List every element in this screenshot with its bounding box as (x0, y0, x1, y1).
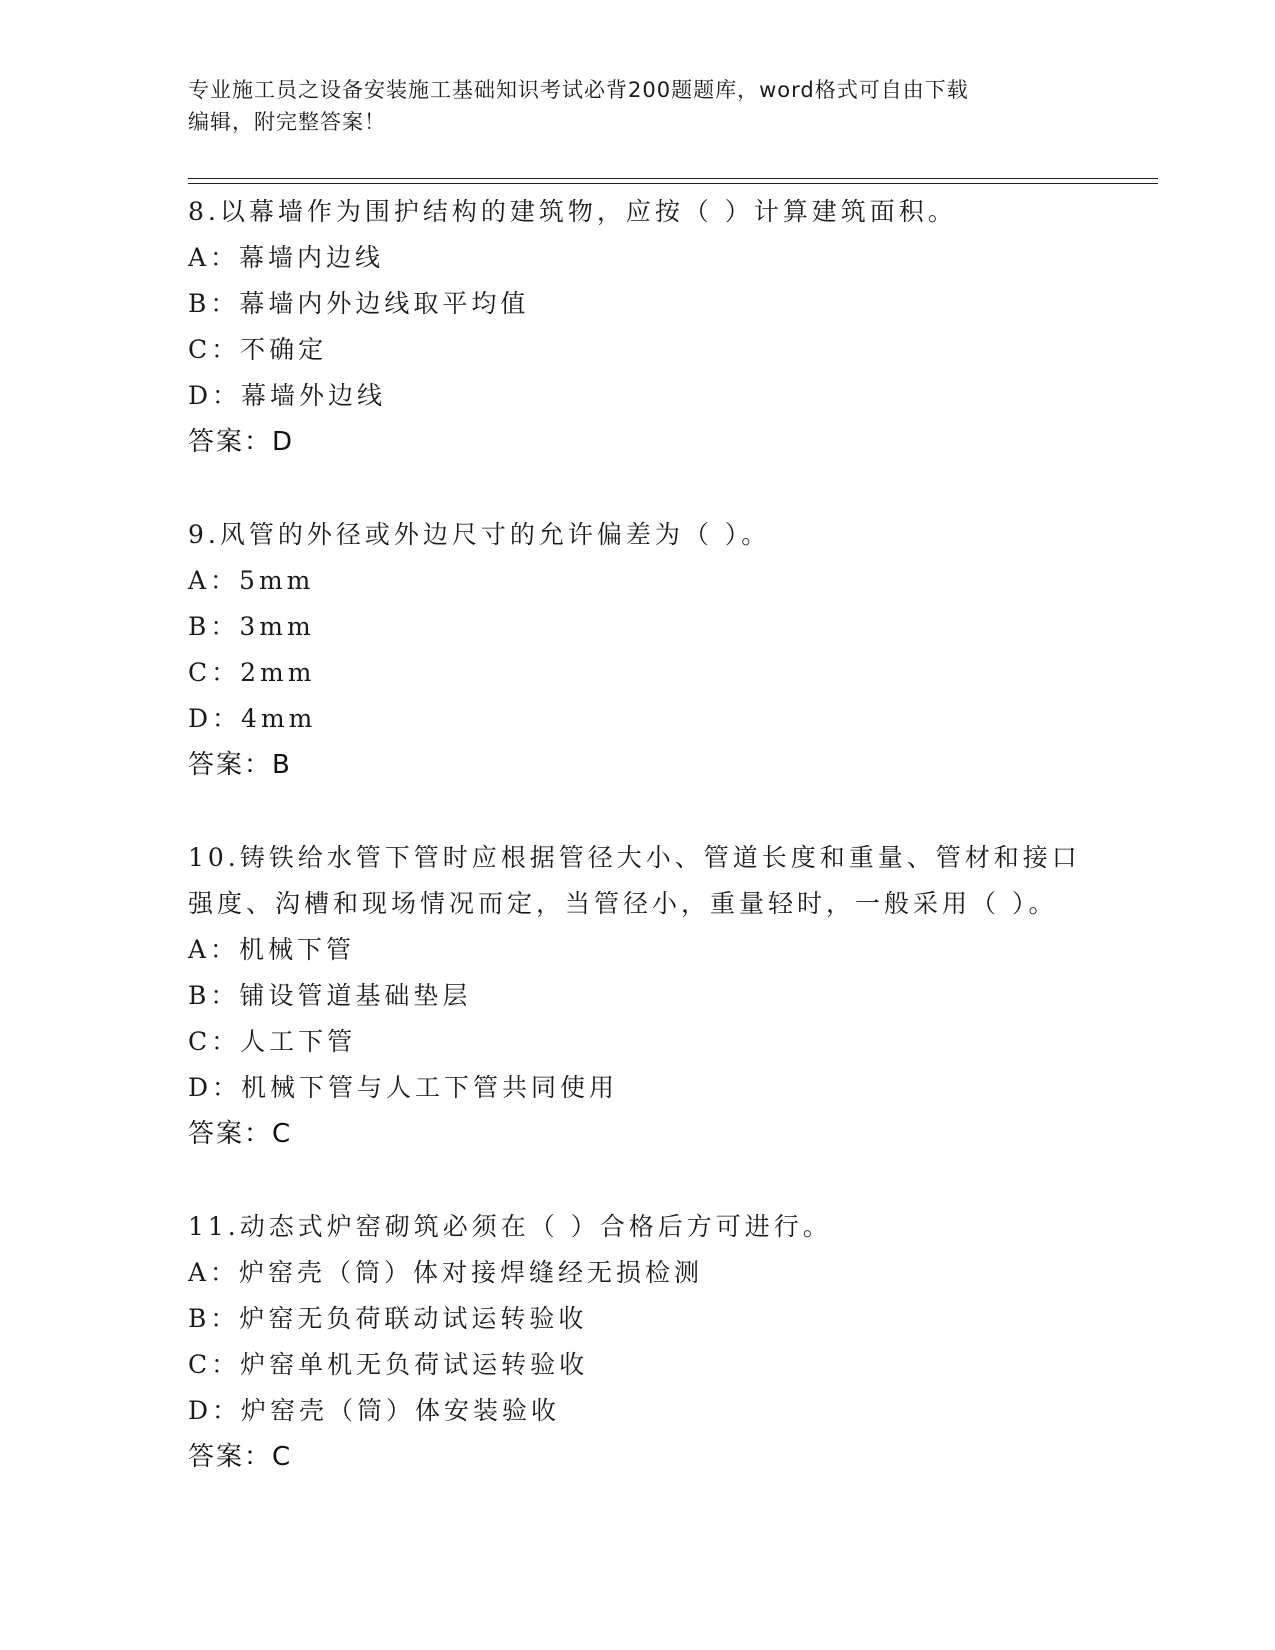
question-stem-line: 8.以幕墙作为围护结构的建筑物，应按（ ）计算建筑面积。 (188, 197, 957, 226)
option-d: D：4mm (188, 704, 317, 733)
answer-line: 答案：B (188, 750, 292, 780)
question-8 (188, 189, 1088, 465)
question-stem-line: 9.风管的外径或外边尺寸的允许偏差为（ ）。 (188, 520, 771, 549)
question-stem-line: 11.动态式炉窑砌筑必须在（ ）合格后方可进行。 (188, 1212, 832, 1241)
header-divider-bottom (188, 183, 1158, 184)
answer-line: 答案：C (188, 1442, 293, 1472)
option-d: D：机械下管与人工下管共同使用 (188, 1073, 619, 1102)
question-stem (188, 512, 1088, 558)
option-d: D：炉窑壳（筒）体安装验收 (188, 1396, 561, 1425)
option-b: B：幕墙内外边线取平均值 (188, 289, 530, 318)
answer-line: 答案：C (188, 1119, 293, 1149)
option-b: B：3mm (188, 612, 315, 641)
option-a: A：机械下管 (188, 935, 356, 964)
question-stem (188, 1204, 1088, 1250)
question-stem-line: 10.铸铁给水管下管时应根据管径大小、管道长度和重量、管材和接口 (188, 843, 1081, 872)
option-c: C：不确定 (188, 335, 328, 364)
header-line-1: 专业施工员之设备安装施工基础知识考试必背200题题库，word格式可自由下载 (188, 78, 969, 102)
option-d: D：幕墙外边线 (188, 381, 387, 410)
question-stem-line: 强度、沟槽和现场情况而定，当管径小，重量轻时，一般采用（ ）。 (188, 889, 1058, 918)
question-list (188, 189, 1088, 1527)
option-a: A：5mm (188, 566, 315, 595)
question-stem (188, 835, 1088, 927)
document-header (188, 74, 1068, 138)
question-11 (188, 1204, 1088, 1480)
option-c: C：2mm (188, 658, 316, 687)
option-c: C：炉窑单机无负荷试运转验收 (188, 1350, 589, 1379)
option-b: B：炉窑无负荷联动试运转验收 (188, 1304, 588, 1333)
option-c: C：人工下管 (188, 1027, 357, 1056)
question-9 (188, 512, 1088, 788)
header-divider-top (188, 178, 1158, 179)
option-b: B：铺设管道基础垫层 (188, 981, 472, 1010)
option-a: A：幕墙内边线 (188, 243, 385, 272)
option-a: A：炉窑壳（筒）体对接焊缝经无损检测 (188, 1258, 704, 1287)
question-10 (188, 835, 1088, 1157)
header-line-2: 编辑，附完整答案！ (188, 110, 386, 134)
answer-line: 答案：D (188, 427, 295, 457)
question-stem (188, 189, 1088, 235)
